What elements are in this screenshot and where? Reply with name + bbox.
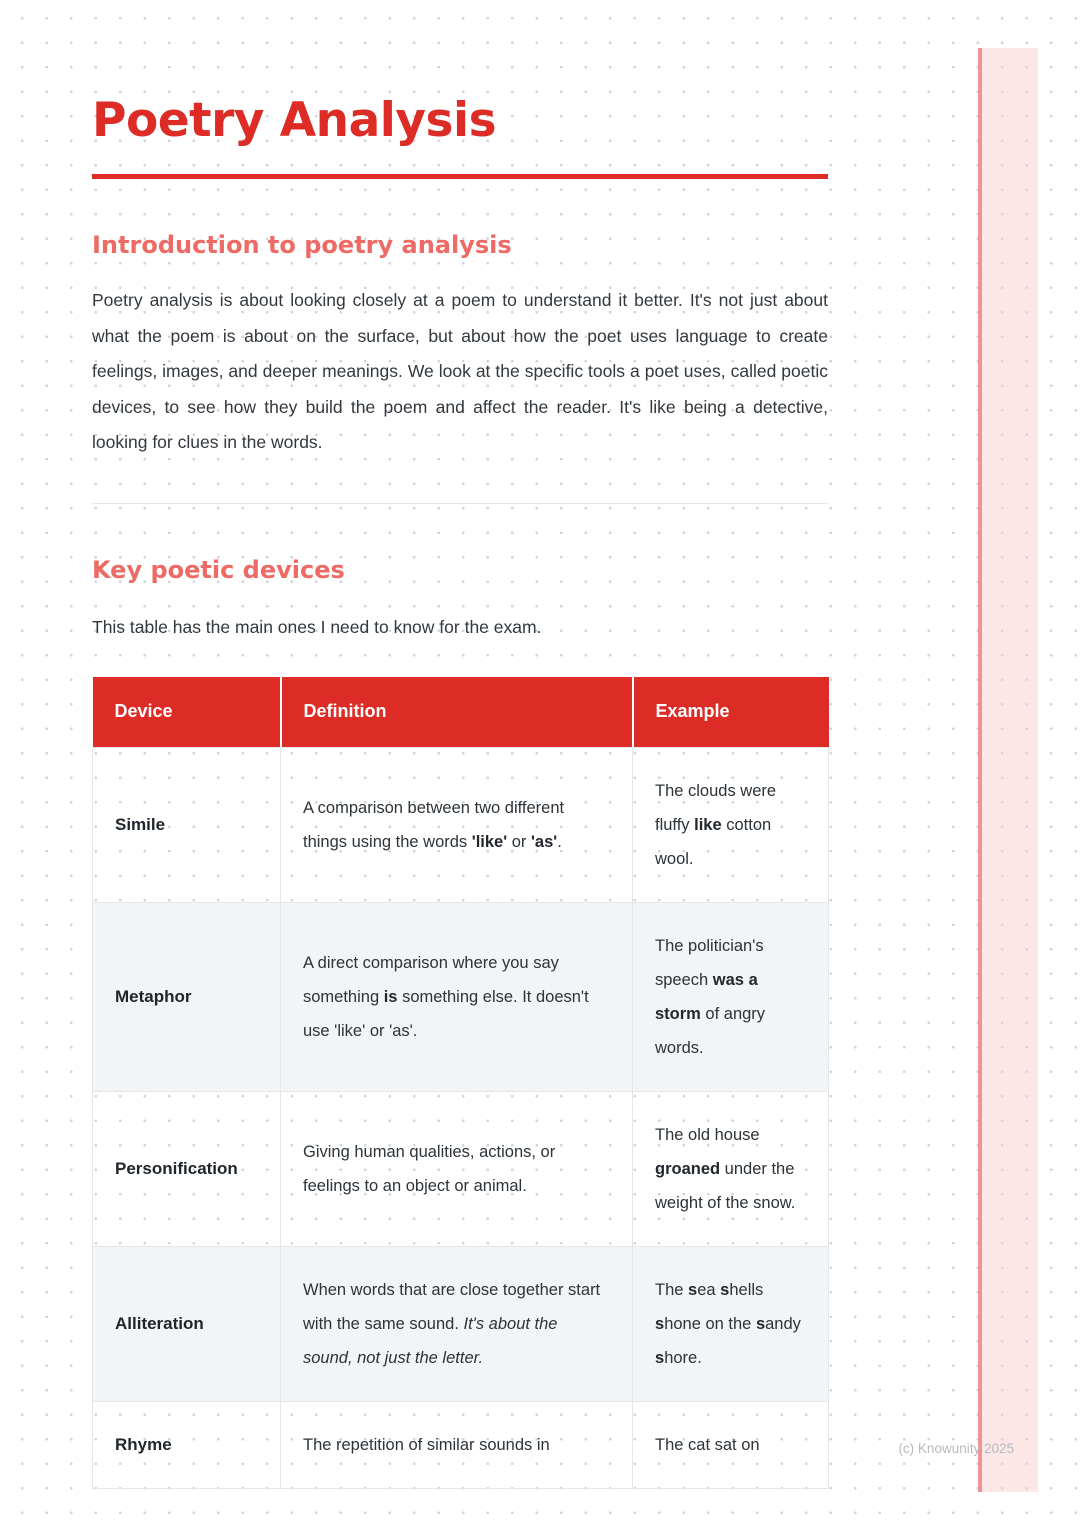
table-header-row xyxy=(93,677,829,747)
table-row xyxy=(93,747,829,902)
copyright-footer: (c) Knowunity 2025 xyxy=(898,1441,1014,1456)
table-body xyxy=(93,747,829,1488)
definition-cell: Giving human qualities, actions, or feelings to an object or animal. xyxy=(281,1091,633,1246)
device-cell: Alliteration xyxy=(93,1246,281,1401)
example-cell: The sea shells shone on the sandy shore. xyxy=(633,1246,829,1401)
table-row xyxy=(93,1401,829,1488)
table-row xyxy=(93,902,829,1091)
table-row xyxy=(93,1091,829,1246)
page-title: Poetry Analysis xyxy=(92,93,497,148)
example-cell: The cat sat on xyxy=(633,1401,829,1488)
poetic-devices-table xyxy=(92,677,829,1489)
device-cell: Rhyme xyxy=(93,1401,281,1488)
table-intro-text: This table has the main ones I need to know for the exam. xyxy=(92,616,542,637)
section-heading-key-devices: Key poetic devices xyxy=(92,555,345,584)
section-heading-introduction: Introduction to poetry analysis xyxy=(92,231,512,260)
definition-cell: A direct comparison where you say something is something else. It doesn't use 'like' or 'as'. xyxy=(281,902,633,1091)
example-cell: The old house groaned under the weight of the snow. xyxy=(633,1091,829,1246)
introduction-paragraph: Poetry analysis is about looking closely at a poem to understand it better. It's not just about what the poem is about on the surface, but about how the poet uses language to create feelings, images, and deeper meanings. We look at the specific tools a poet uses, called poetic devices, to see how they build the poem and affect the reader. It's like being a detective, looking for clues in the words. xyxy=(92,290,828,453)
column-header: Device xyxy=(93,677,281,747)
device-cell: Metaphor xyxy=(93,902,281,1091)
example-cell: The politician's speech was a storm of angry words. xyxy=(633,902,829,1091)
definition-cell: A comparison between two different things using the words 'like' or 'as'. xyxy=(281,747,633,902)
definition-cell: When words that are close together start with the same sound. It's about the sound, not just the letter. xyxy=(281,1246,633,1401)
example-cell: The clouds were fluffy like cotton wool. xyxy=(633,747,829,902)
title-rule xyxy=(92,174,828,179)
content-column xyxy=(92,0,828,1489)
device-cell: Personification xyxy=(93,1091,281,1246)
table-row xyxy=(93,1246,829,1401)
definition-cell: The repetition of similar sounds in xyxy=(281,1401,633,1488)
device-cell: Simile xyxy=(93,747,281,902)
right-accent-strip xyxy=(978,48,1038,1492)
column-header: Definition xyxy=(281,677,633,747)
column-header: Example xyxy=(633,677,829,747)
section-divider xyxy=(92,503,828,504)
